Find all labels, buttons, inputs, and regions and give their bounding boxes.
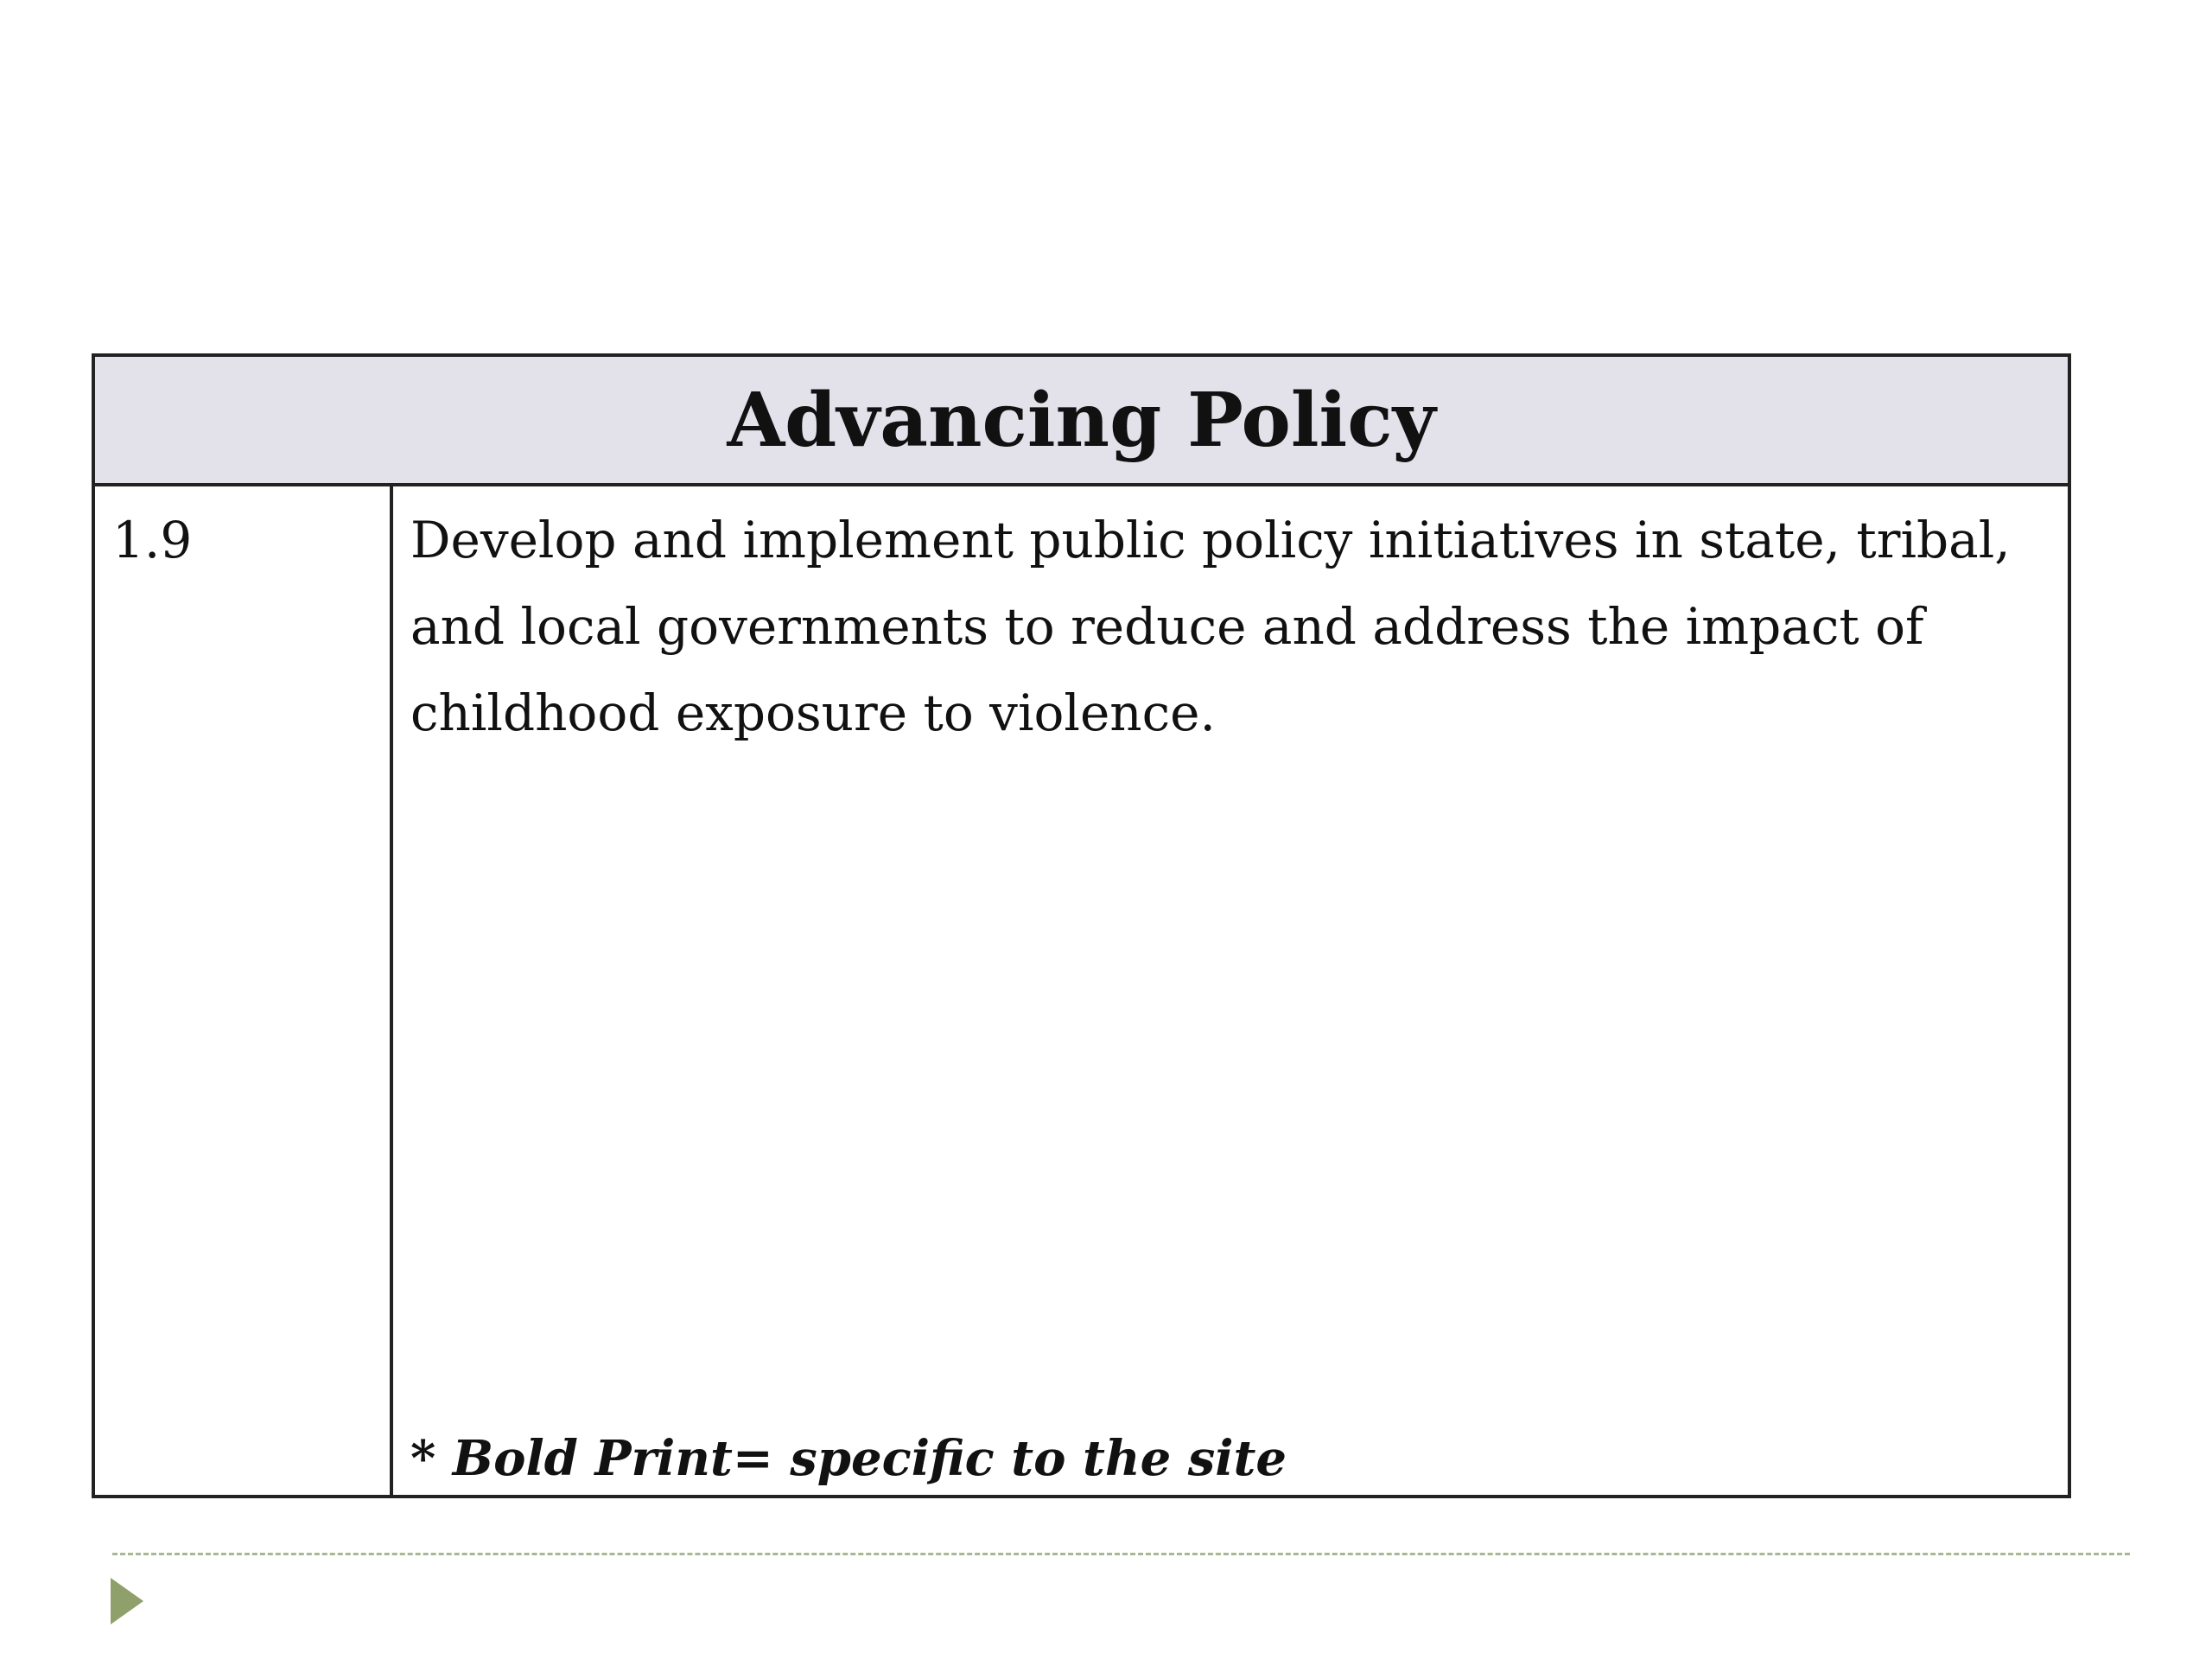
footnote: * Bold Print= specific to the site (410, 1430, 1287, 1487)
table-header (95, 357, 2068, 486)
item-number: 1.9 (95, 486, 393, 1495)
play-arrow-icon (111, 1578, 143, 1624)
item-cell (393, 486, 2068, 1495)
table-row (95, 486, 2068, 1495)
footer-divider (112, 1553, 2130, 1555)
table-title: Advancing Policy (727, 376, 1436, 464)
policy-table (92, 353, 2071, 1498)
item-description: Develop and implement public policy initiatives in state, tribal, and local governments to reduce and address the impact of childhood exposure to violence. (410, 511, 2011, 742)
